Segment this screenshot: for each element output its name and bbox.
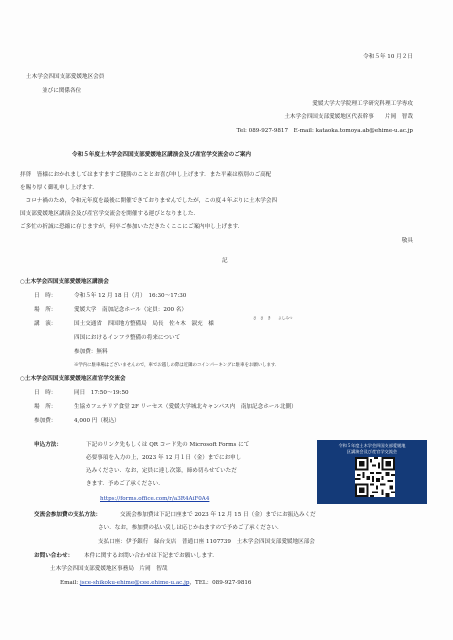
sender-name: 土木学会四国支部愛媛地区代表幹事 片岡 智哉	[284, 114, 413, 120]
greeting-line: を賜り厚く御礼申し上げます．	[20, 185, 98, 191]
exchange-heading: ○土木学会四国支部愛媛地区産官学交流会	[20, 376, 126, 382]
payment-account: 支払口座：伊予銀行 緑台支店 普通口座 1107739 土木学会四国支部愛媛地区部会	[98, 539, 315, 545]
recipient-line: 並びに関係各位	[42, 88, 82, 94]
payment-label: 交流会参加費の支払方法：	[34, 512, 102, 518]
greeting-line: ご多忙の折誠に恐縮に存じますが，何卒ご参加いただきたくここにご案内申し上げます．	[20, 224, 244, 230]
recipient-line: 土木学会四国支部愛媛地区会員	[26, 74, 105, 80]
contact-text: 本件に関するお問い合わせは下記までお願いします．	[84, 553, 218, 559]
exchange-venue-value: 生協カフェテリア食堂 2F リーセス（愛媛大学城北キャンパス内 南加記念ホール北側）	[74, 404, 297, 410]
greeting-line: コロナ禍のため，令和元年度を最後に開催できておりませんでしたが，この度４年ぶりに土木学会四	[20, 198, 278, 204]
exchange-date-label: 日 時：	[34, 390, 57, 396]
exchange-date-value: 同日 17:50～19:50	[74, 390, 129, 396]
sender-contact: Tel: 089-927-9817 E-mail: kataoka.tomoya.ab@ehime-u.ac.jp	[236, 128, 413, 134]
greeting-line: 国支部愛媛地区講演会及び産官学交流会を開催する運びとなりました．	[20, 211, 200, 217]
contact-office: 土木学会四国支部愛媛地区事務局 片岡 智哉	[50, 566, 168, 572]
parking-note: ※学内に駐車場はございませんので，車でお越しの際は近隣のコインパーキングに駐車をお願いします．	[74, 363, 280, 368]
lecture-topic: 四国におけるインフラ整備の将来について	[74, 335, 181, 341]
greeting-line: 拝啓 皆様におかれましてはますますご健勝のこととお喜び申し上げます．また平素は格別のご高配	[20, 172, 272, 178]
contact-tel: ，TEL：089-927-9816	[189, 580, 252, 586]
exchange-venue-label: 場 所：	[34, 404, 57, 410]
lecture-venue-label: 場 所：	[34, 307, 57, 313]
lecture-speaker-value: 国土交通省 四国地方整備局 局長 佐々木 淑充 様	[74, 321, 214, 327]
document-date: 令和５年 10 月２日	[363, 54, 413, 60]
qr-caption: 令和５年度土木学会四国支部愛媛地	[338, 443, 406, 448]
qr-caption: 区講演会及び産官学交流会	[346, 449, 398, 454]
lecture-date-value: 令和５年 12 月 18 日（月） 16:30～17:30	[74, 293, 187, 299]
apply-line: 下記のリンク先もしくは QR コード先の Microsoft Forms にて	[86, 442, 250, 448]
lecture-venue-value: 愛媛大学 南加記念ホール（定員：200 名）	[74, 307, 188, 313]
qr-code[interactable]	[355, 457, 395, 497]
payment-line: 交流会参加費は下記口座まで 2023 年 12 月 15 日（金）までにお振込みくだ	[120, 512, 316, 518]
apply-line: 込みください．なお，定員に達し次第，締め切らせていただ	[86, 468, 237, 474]
document-title: 令和５年度土木学会四国支部愛媛地区講演会及び産官学交流会のご案内	[72, 152, 252, 158]
lecture-date-label: 日 時：	[34, 293, 57, 299]
sender-affiliation: 愛媛大学大学院理工学研究科理工学専攻	[312, 101, 413, 107]
contact-email-row	[60, 580, 252, 587]
apply-line: きます．予めご了承ください．	[86, 481, 164, 487]
email-link[interactable]: jsce-shikoku-ehime@cee.ehime-u.ac.jp	[79, 580, 190, 586]
apply-label: 申込方法：	[34, 442, 62, 448]
exchange-fee-label: 参加費：	[34, 418, 57, 424]
apply-line: 必要事項を入力の上，2023 年 12 月１日（金）までにお申し	[86, 455, 242, 461]
lecture-speaker-label: 講 演：	[34, 321, 57, 327]
payment-line: さい．なお，参加費の払い戻しは応じかねますので予めご了承ください．	[98, 525, 283, 531]
speaker-furigana: さ さ き よしみつ	[253, 316, 293, 320]
ki-heading: 記	[222, 258, 228, 264]
email-label: Email:	[60, 580, 80, 586]
forms-link[interactable]: https://forms.office.com/r/a3R4AiF0A4	[100, 496, 210, 502]
closing: 敬具	[401, 238, 413, 244]
lecture-fee: 参加費：無料	[74, 349, 108, 355]
contact-label: お問い合わせ：	[34, 553, 74, 559]
lecture-heading: ○土木学会四国支部愛媛地区講演会	[20, 279, 109, 285]
exchange-fee-value: 4,000 円（税込）	[74, 418, 120, 424]
qr-panel	[317, 440, 427, 504]
